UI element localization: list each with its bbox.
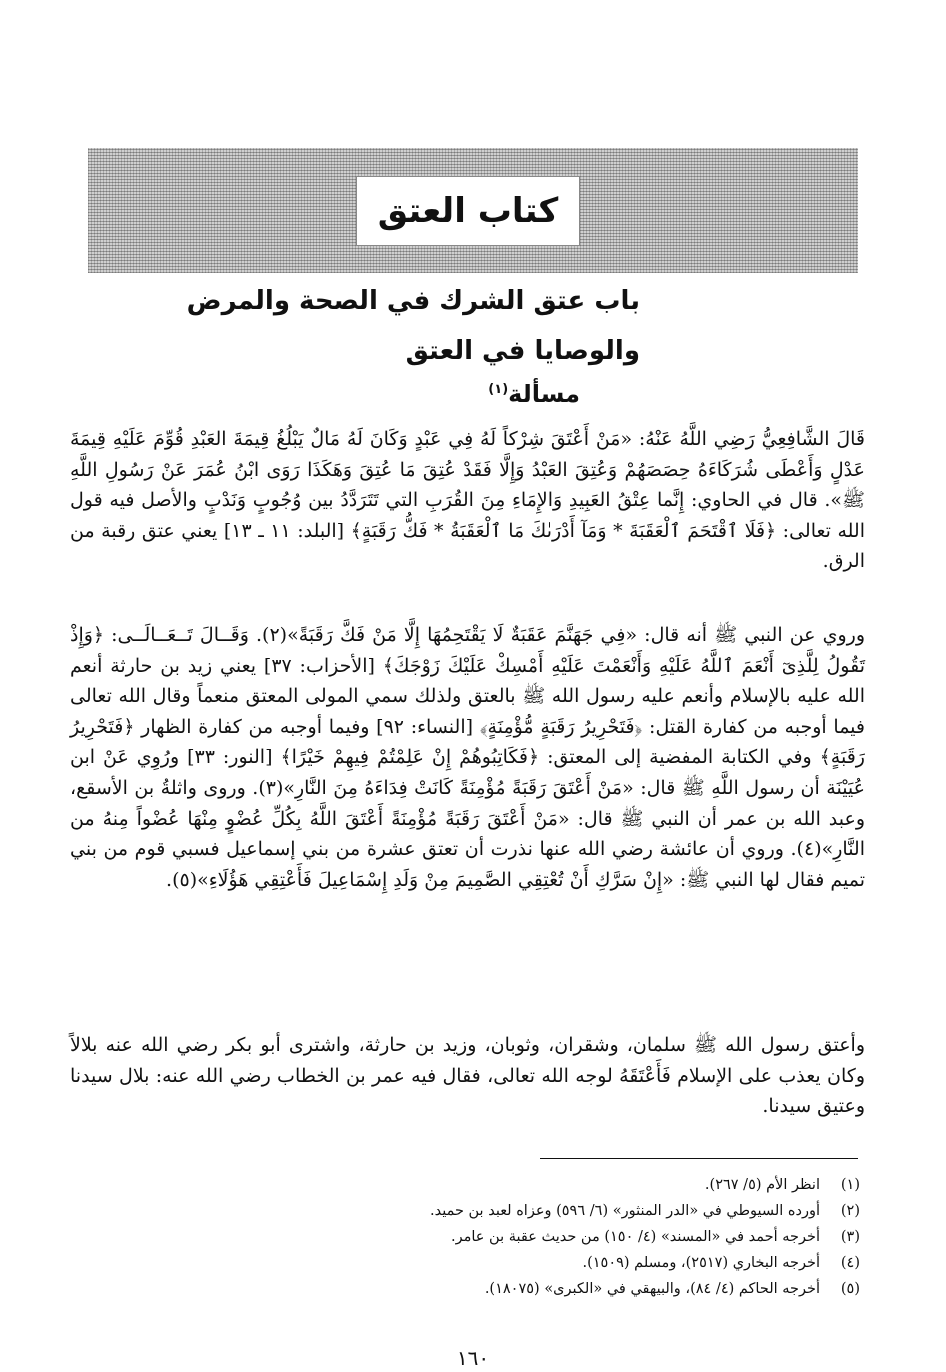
- footnote-number: (١): [840, 1177, 860, 1193]
- footnote: [120, 1250, 860, 1276]
- footnote: [120, 1276, 860, 1302]
- body-paragraph: وأعتق رسول الله ﷺ سلمان، وشقران، وثوبان، وزيد بن حارثة، واشترى أبو بكر رضي الله عنه بلالاً وكان يعذب على الإسلام فَأَعْتَقَهُ لوجه الله تعالى، فقال فيه عمر بن الخطاب رضي الله عنه: بلال سيدنا وعتيق سيدنا.: [70, 1034, 865, 1118]
- footnote-number: (٤): [840, 1255, 860, 1271]
- footnote-text: أخرجه البخاري (٢٥١٧)، ومسلم (١٥٠٩).: [582, 1255, 820, 1271]
- section-title-line2: والوصايا في العتق: [405, 336, 640, 366]
- footnote: [120, 1172, 860, 1198]
- footnote: [120, 1198, 860, 1224]
- issue-title-note: (١): [488, 382, 509, 397]
- footnote-text: أورده السيوطي في «الدر المنثور» (٦/ ٥٩٦) وعزاه لعبد بن حميد.: [429, 1203, 820, 1219]
- body-paragraph: وروي عن النبي ﷺ أنه قال: «فِي جَهَنَّمَ عَقَبَةٌ لَا يَقْتَحِمُهَا إِلَّا مَنْ فَكَّ رَقَبَةً»(٢). وَقَــالَ تَــعَــالَــى: ﴿وَإِذْ تَقُولُ لِلَّذِىٓ أَنْعَمَ ٱللَّهُ عَلَيْهِ وَأَنْعَمْتَ عَلَيْهِ أَمْسِكْ عَلَيْكَ زَوْجَكَ﴾ [الأحزاب: ٣٧] يعني زيد بن حارثة أنعم الله عليه بالإسلام وأنعم عليه رسول الله ﷺ بالعتق ولذلك سمي المولى المعتق منعماً وقال الله تعالى فيما أوجبه من كفارة القتل: ﴿فَتَحْرِيرُ رَقَبَةٍ مُّؤْمِنَةٍ﴾ [النساء: ٩٢] وفيما أوجبه من كفارة الظهار ﴿فَتَحْرِيرُ رَقَبَةٍ﴾ وفي الكتابة المفضية إلى المعتق: ﴿فَكَاتِبُوهُمْ إِنْ عَلِمْتُمْ فِيهِمْ خَيْرًا﴾ [النور: ٣٣] ورُوِي عَنْ ابن عُيَيْنَة أن رسول اللَّهِ ﷺ قال: «مَنْ أَعْتَقَ رَقَبَةً مُؤْمِنَةً كَانَتْ فِدَاءَهُ مِنَ النَّارِ»(٣). وروى واثلةُ بن الأسقع، وعبد الله بن عمر أن النبي ﷺ قال: «مَنْ أَعْتَقَ رَقَبَةً مُؤْمِنَةً أَعْتَقَ اللَّهُ بِكُلِّ عُضْوٍ مِنْهَا عُضْواً مِنهُ من النَّارِ»(٤). وروي أن عائشة رضي الله عنها نذرت أن تعتق عشرة من بني إسماعيل فسبي قوم من بني تميم فقال لها النبي ﷺ: «إِنْ سَرَّكِ أَنْ تُعْتِقِي الصَّمِيمَ مِنْ وَلَدِ إِسْمَاعِيلَ فَأَعْتِقِي هَؤُلَاءِ»(٥).: [70, 624, 866, 891]
- issue-title-text: مسألة: [508, 380, 580, 408]
- footnote: [120, 1224, 860, 1250]
- chapter-title: كتاب العتق: [356, 176, 580, 246]
- footnote-number: (٥): [840, 1281, 860, 1297]
- page-number: ١٦٠: [456, 1346, 490, 1370]
- chapter-banner: [88, 148, 858, 273]
- footnote-text: أخرجه الحاكم (٤/ ٨٤)، والبيهقي في «الكبرى» (١٨٠٧٥).: [484, 1281, 820, 1297]
- issue-title: [60, 380, 580, 408]
- footnote-number: (٢): [840, 1203, 860, 1219]
- footnote-divider: [540, 1158, 858, 1159]
- footnote-number: (٣): [840, 1229, 860, 1245]
- section-title-line1: باب عتق الشرك في الصحة والمرض: [186, 286, 640, 316]
- footnotes: [120, 1172, 860, 1302]
- body-paragraph: قَالَ الشَّافِعِيُّ رَضِي اللَّهُ عَنْهُ: «مَنْ أَعْتَقَ شِرْكاً لَهُ فِي عَبْدٍ وَكَانَ لَهُ مَالٌ يَبْلُغُ قِيمَةَ العَبْدِ قُوِّمَ عَلَيْهِ قِيمَةَ عَدْلٍ وَأَعْطَى شُرَكَاءَهُ حِصَصَهُمْ وَعُتِقَ العَبْدُ وَإِلَّا فَقَدْ عُتِقَ مَا عُتِقَ وَهَكَذَا رَوَى ابْنُ عُمَرَ عَنْ رَسُولِ اللَّهِ ﷺ». قال في الحاوي: إِنَّما عِتْقُ العَبِيدِ وَالإِمَاءِ مِنَ القُرَبِ التي تَتَرَدَّدُ بين وُجُوبٍ وَنَدْبٍ والأصل فيه قول الله تعالى: ﴿فَلَا ٱقْتَحَمَ ٱلْعَقَبَةَ * وَمَآ أَدْرَىٰكَ مَا ٱلْعَقَبَةُ * فَكُّ رَقَبَةٍ﴾ [البلد: ١١ ـ ١٣] يعني عتق رقبة من الرق.: [70, 428, 865, 573]
- footnote-text: انظر الأم (٥/ ٢٦٧).: [704, 1177, 820, 1193]
- footnote-text: أخرجه أحمد في «المسند» (٤/ ١٥٠) من حديث عقبة بن عامر.: [450, 1229, 820, 1245]
